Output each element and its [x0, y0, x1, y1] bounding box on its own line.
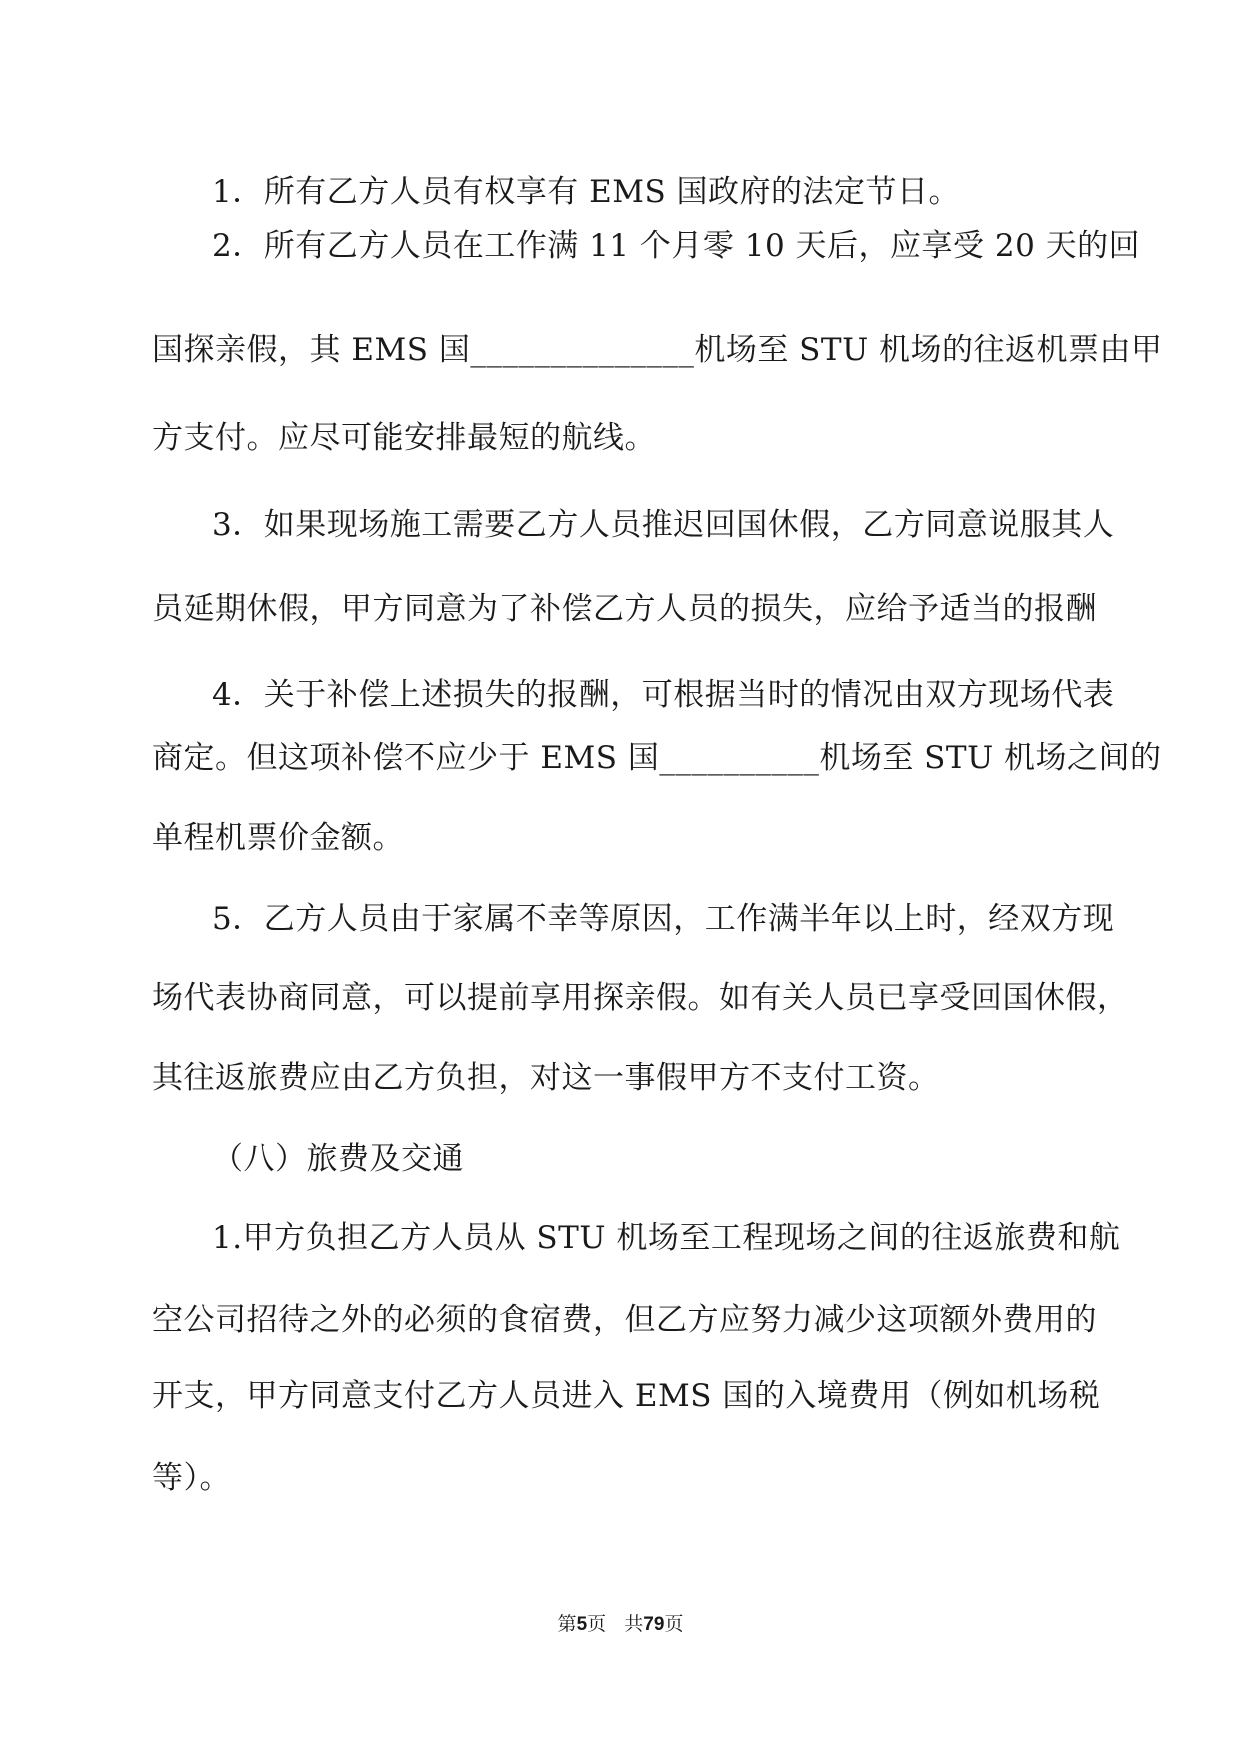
- footer-total-prefix: 共: [624, 1613, 644, 1635]
- text-line: 1．所有乙方人员有权享有 EMS 国政府的法定节日。: [212, 174, 961, 210]
- text-line: 单程机票价金额。: [152, 820, 404, 856]
- current-page-number: 5: [576, 1614, 588, 1635]
- text-line: 商定。但这项补偿不应少于 EMS 国__________机场至 STU 机场之间的: [152, 740, 1162, 776]
- text-line: 等）。: [152, 1460, 231, 1496]
- footer-page-suffix: 页: [587, 1613, 607, 1635]
- text-line: 4．关于补偿上述损失的报酬，可根据当时的情况由双方现场代表: [212, 677, 1115, 713]
- text-line: 方支付。应尽可能安排最短的航线。: [152, 420, 656, 456]
- page-footer: [0, 1612, 1241, 1637]
- text-line: 空公司招待之外的必须的食宿费，但乙方应努力减少这项额外费用的: [152, 1302, 1097, 1338]
- text-line: 1.甲方负担乙方人员从 STU 机场至工程现场之间的往返旅费和航: [212, 1220, 1121, 1256]
- section-heading: （八）旅费及交通: [212, 1141, 464, 1177]
- text-line: 场代表协商同意，可以提前享用探亲假。如有关人员已享受回国休假，: [152, 980, 1129, 1016]
- text-line: 开支，甲方同意支付乙方人员进入 EMS 国的入境费用（例如机场税: [152, 1378, 1101, 1414]
- total-pages-number: 79: [643, 1614, 665, 1635]
- footer-total-suffix: 页: [664, 1613, 684, 1635]
- text-line: 5．乙方人员由于家属不幸等原因，工作满半年以上时，经双方现: [212, 901, 1115, 937]
- text-line: 2．所有乙方人员在工作满 11 个月零 10 天后，应享受 20 天的回: [212, 228, 1141, 264]
- text-line: 3．如果现场施工需要乙方人员推迟回国休假，乙方同意说服其人: [212, 507, 1115, 543]
- text-line: 其往返旅费应由乙方负担，对这一事假甲方不支付工资。: [152, 1060, 940, 1096]
- text-line: 员延期休假，甲方同意为了补偿乙方人员的损失，应给予适当的报酬: [152, 591, 1097, 627]
- footer-prefix: 第: [557, 1613, 577, 1635]
- text-line: 国探亲假，其 EMS 国______________机场至 STU 机场的往返机票由甲: [152, 332, 1163, 368]
